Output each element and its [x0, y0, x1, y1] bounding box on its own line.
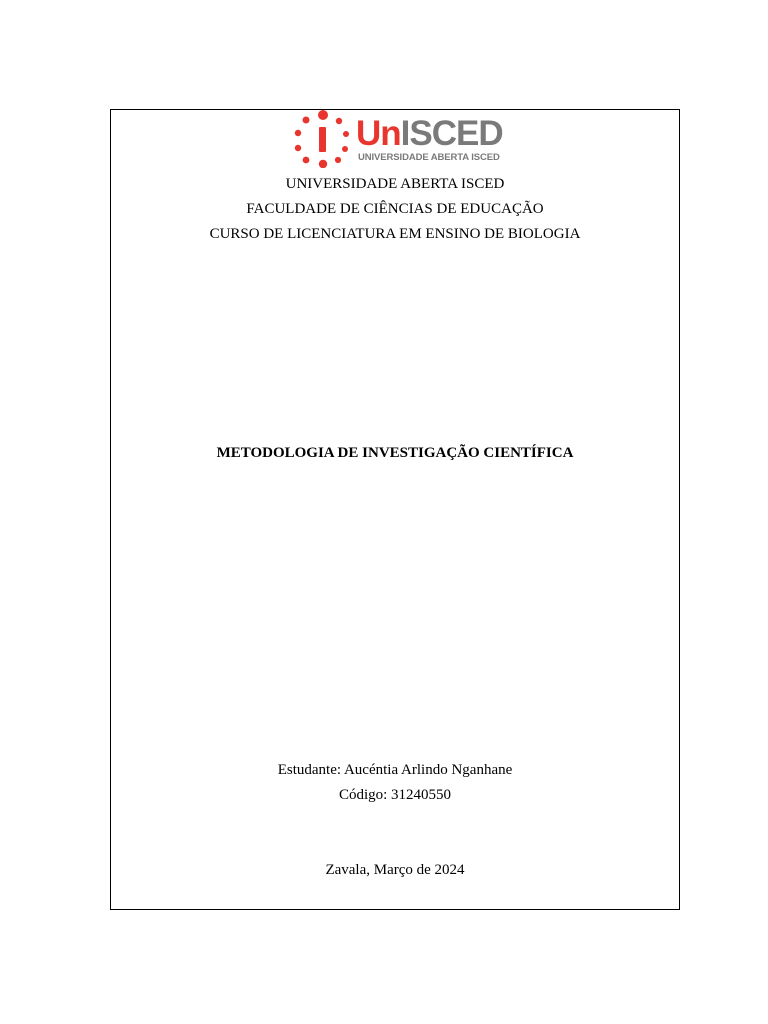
logo-dots-icon — [292, 110, 352, 168]
university-name: UNIVERSIDADE ABERTA ISCED — [285, 176, 505, 192]
student-name: Estudante: Aucéntia Arlindo Nganhane — [277, 762, 513, 778]
document-title: METODOLOGIA DE INVESTIGAÇÃO CIENTÍFICA — [216, 445, 574, 461]
unisced-logo — [292, 110, 502, 168]
faculty-name: FACULDADE DE CIÊNCIAS DE EDUCAÇÃO — [246, 201, 544, 217]
logo-wordmark — [356, 114, 503, 154]
logo-brand-isced: ISCED — [400, 114, 503, 153]
course-name: CURSO DE LICENCIATURA EM ENSINO DE BIOLOGIA — [209, 226, 581, 242]
place-date: Zavala, Março de 2024 — [325, 862, 465, 878]
logo-brand-un: Un — [356, 114, 401, 153]
logo-subtitle: UNIVERSIDADE ABERTA ISCED — [358, 152, 500, 163]
student-code: Código: 31240550 — [338, 787, 452, 803]
